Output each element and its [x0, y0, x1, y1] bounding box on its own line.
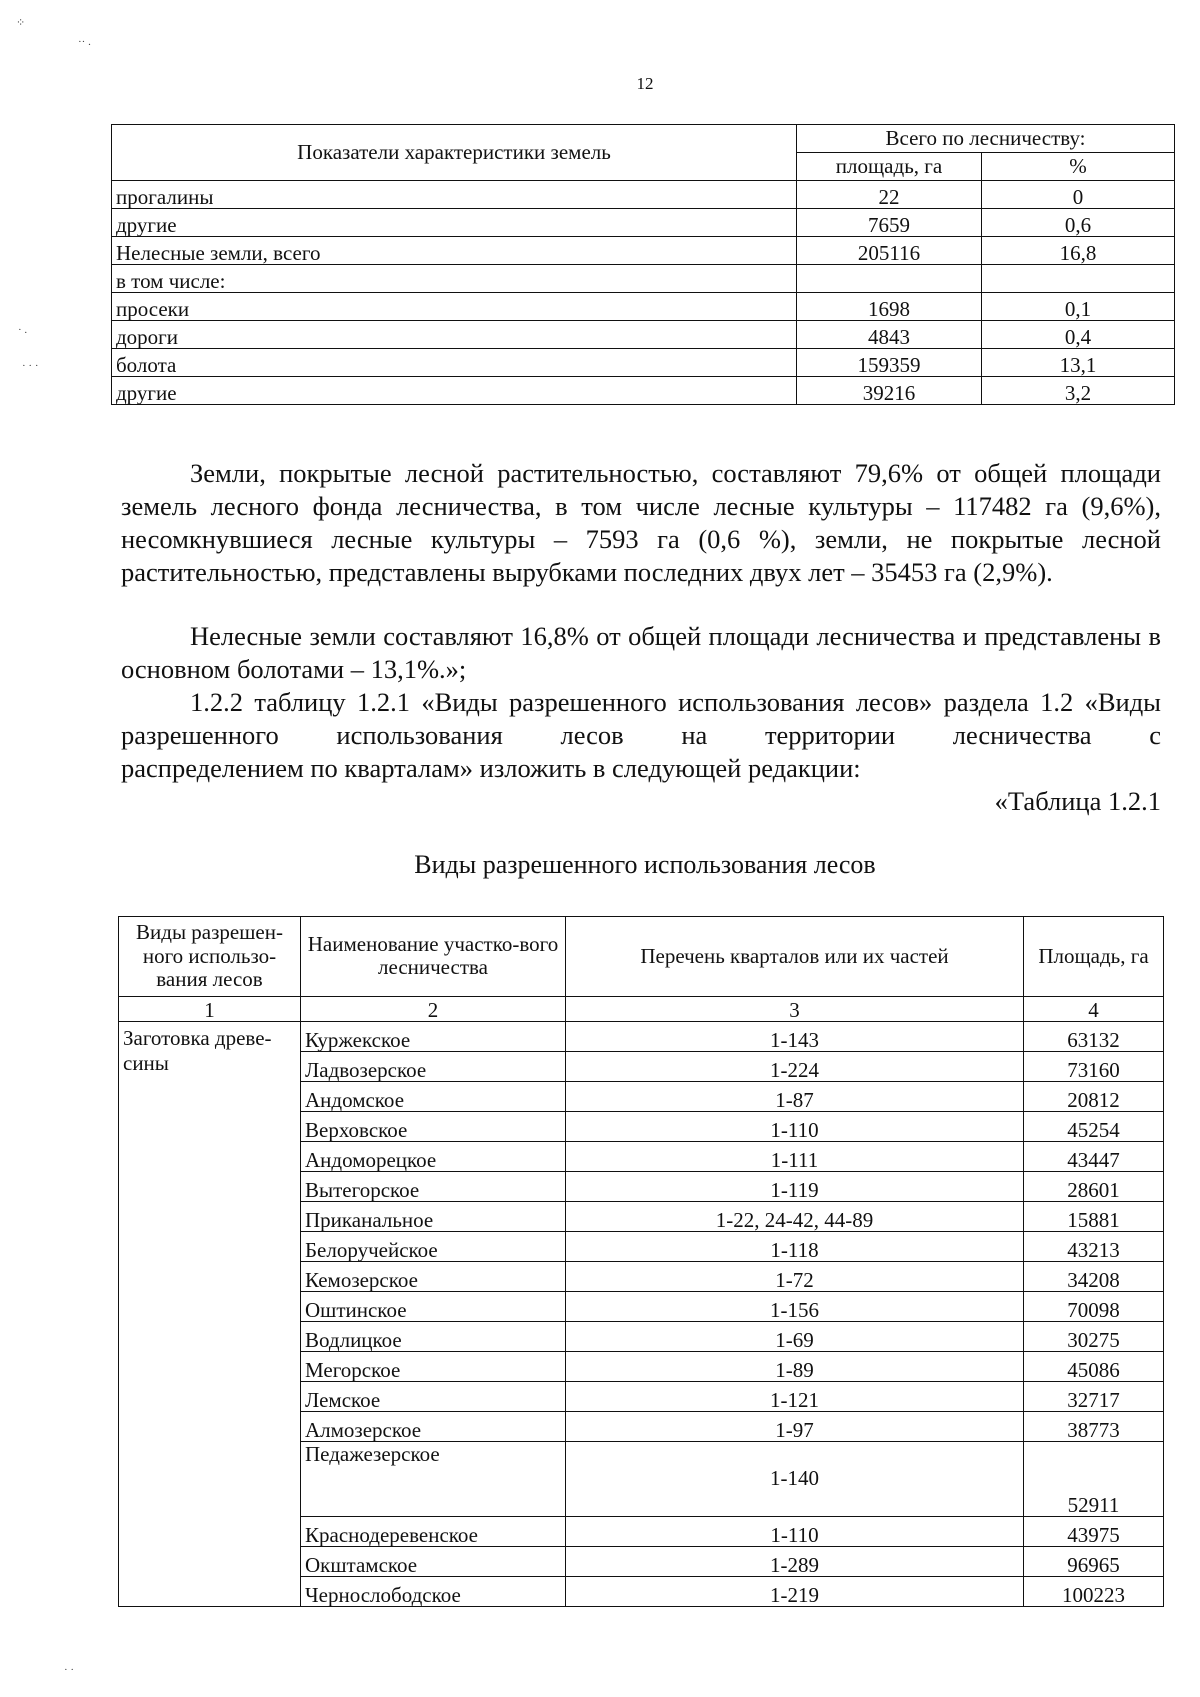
district-name: Куржекское	[301, 1021, 566, 1051]
row-area: 1698	[797, 293, 982, 321]
area: 43975	[1024, 1516, 1164, 1546]
row-percent	[982, 265, 1175, 293]
header-area: Площадь, га	[1024, 917, 1164, 997]
row-area	[797, 265, 982, 293]
header-quarters: Перечень кварталов или их частей	[566, 917, 1024, 997]
district-name: Ладвозерское	[301, 1051, 566, 1081]
quarters: 1-97	[566, 1411, 1024, 1441]
row-area: 22	[797, 181, 982, 209]
table-row	[119, 1021, 1164, 1051]
row-percent: 16,8	[982, 237, 1175, 265]
area: 63132	[1024, 1021, 1164, 1051]
area: 52911	[1024, 1441, 1164, 1516]
quarters: 1-69	[566, 1321, 1024, 1351]
use-type-cell: Заготовка древе-сины	[119, 1021, 301, 1606]
table-row	[112, 321, 1175, 349]
row-percent: 13,1	[982, 349, 1175, 377]
header-area: площадь, га	[797, 153, 982, 181]
row-percent: 0,6	[982, 209, 1175, 237]
area: 43447	[1024, 1141, 1164, 1171]
quarters: 1-224	[566, 1051, 1024, 1081]
row-percent: 0	[982, 181, 1175, 209]
paragraph-non-forest: Нелесные земли составляют 16,8% от общей площади лесничества и представлены в основном болотами – 13,1%.»;	[121, 621, 1161, 684]
quarters: 1-110	[566, 1516, 1024, 1546]
header-district: Наименование участко-вого лесничества	[301, 917, 566, 997]
quarters: 1-156	[566, 1291, 1024, 1321]
row-percent: 0,1	[982, 293, 1175, 321]
district-name: Чернослободское	[301, 1576, 566, 1606]
district-name: Мегорское	[301, 1351, 566, 1381]
district-name: Приканальное	[301, 1201, 566, 1231]
district-name: Краснодеревенское	[301, 1516, 566, 1546]
column-index: 1	[119, 996, 301, 1021]
area: 28601	[1024, 1171, 1164, 1201]
quarters: 1-110	[566, 1111, 1024, 1141]
quarters: 1-289	[566, 1546, 1024, 1576]
quarters: 1-89	[566, 1351, 1024, 1381]
area: 96965	[1024, 1546, 1164, 1576]
row-name: Нелесные земли, всего	[112, 237, 797, 265]
paragraph-amendment-end: распределением по кварталам» изложить в следующей редакции:	[121, 753, 861, 783]
district-name: Оштинское	[301, 1291, 566, 1321]
header-indicator: Показатели характеристики земель	[112, 125, 797, 181]
scan-speck: · ·	[64, 1664, 75, 1676]
area: 30275	[1024, 1321, 1164, 1351]
table-row	[112, 209, 1175, 237]
district-name: Андомское	[301, 1081, 566, 1111]
row-area: 39216	[797, 377, 982, 405]
area: 45254	[1024, 1111, 1164, 1141]
scan-speck: · · ·	[22, 360, 39, 372]
district-name: Лемское	[301, 1381, 566, 1411]
area: 43213	[1024, 1231, 1164, 1261]
area: 20812	[1024, 1081, 1164, 1111]
district-name: Алмозерское	[301, 1411, 566, 1441]
quarters: 1-219	[566, 1576, 1024, 1606]
header-use-type: Виды разрешен-ного использо-вания лесов	[119, 917, 301, 997]
table-row	[112, 237, 1175, 265]
district-name: Водлицкое	[301, 1321, 566, 1351]
row-area: 205116	[797, 237, 982, 265]
district-name: Кемозерское	[301, 1261, 566, 1291]
row-area: 4843	[797, 321, 982, 349]
table-row	[112, 181, 1175, 209]
scan-speck: ⁘	[16, 17, 26, 29]
row-area: 7659	[797, 209, 982, 237]
area: 70098	[1024, 1291, 1164, 1321]
quarters: 1-121	[566, 1381, 1024, 1411]
row-name: другие	[112, 377, 797, 405]
district-name: Окштамское	[301, 1546, 566, 1576]
column-index: 2	[301, 996, 566, 1021]
row-percent: 3,2	[982, 377, 1175, 405]
area: 73160	[1024, 1051, 1164, 1081]
row-name: дороги	[112, 321, 797, 349]
column-index: 3	[566, 996, 1024, 1021]
column-index: 4	[1024, 996, 1164, 1021]
quarters: 1-140	[566, 1441, 1024, 1516]
district-name: Педажезерское	[301, 1441, 566, 1516]
scan-speck: · .	[18, 324, 28, 336]
row-area: 159359	[797, 349, 982, 377]
quarters: 1-111	[566, 1141, 1024, 1171]
quarters: 1-119	[566, 1171, 1024, 1201]
district-name: Белоручейское	[301, 1231, 566, 1261]
row-name: другие	[112, 209, 797, 237]
page-number: 12	[636, 74, 654, 93]
area: 15881	[1024, 1201, 1164, 1231]
scan-speck: ·· .	[78, 36, 91, 48]
header-total: Всего по лесничеству:	[797, 125, 1175, 153]
table-row	[112, 377, 1175, 405]
table-title: Виды разрешенного использования лесов	[414, 850, 876, 879]
area: 45086	[1024, 1351, 1164, 1381]
paragraph-amendment: 1.2.2 таблицу 1.2.1 «Виды разрешенного использования лесов» раздела 1.2 «Виды разрешенного использования лесов на территории лесничества с	[121, 687, 1161, 750]
area: 38773	[1024, 1411, 1164, 1441]
row-name: прогалины	[112, 181, 797, 209]
row-percent: 0,4	[982, 321, 1175, 349]
district-name: Андоморецкое	[301, 1141, 566, 1171]
table-row	[112, 349, 1175, 377]
quarters: 1-118	[566, 1231, 1024, 1261]
row-name: просеки	[112, 293, 797, 321]
land-characteristics-table	[111, 124, 1175, 405]
paragraph-forest-cover: Земли, покрытые лесной растительностью, составляют 79,6% от общей площади земель лесного фонда лесничества, в том числе лесные культуры – 117482 га (9,6%), несомкнувшиеся лесные культуры – 7593 га (0,6 %), земли, не покрытые лесной растительностью, представлены вырубками последних двух лет – 35453 га (2,9%).	[121, 458, 1161, 587]
row-name: болота	[112, 349, 797, 377]
area: 34208	[1024, 1261, 1164, 1291]
table-row	[112, 265, 1175, 293]
table-row	[112, 293, 1175, 321]
quarters: 1-143	[566, 1021, 1024, 1051]
area: 100223	[1024, 1576, 1164, 1606]
permitted-use-table	[118, 916, 1164, 1607]
district-name: Вытегорское	[301, 1171, 566, 1201]
header-percent: %	[982, 153, 1175, 181]
quarters: 1-72	[566, 1261, 1024, 1291]
quarters: 1-22, 24-42, 44-89	[566, 1201, 1024, 1231]
quarters: 1-87	[566, 1081, 1024, 1111]
area: 32717	[1024, 1381, 1164, 1411]
table-label: «Таблица 1.2.1	[994, 786, 1161, 816]
district-name: Верховское	[301, 1111, 566, 1141]
row-name: в том числе:	[112, 265, 797, 293]
